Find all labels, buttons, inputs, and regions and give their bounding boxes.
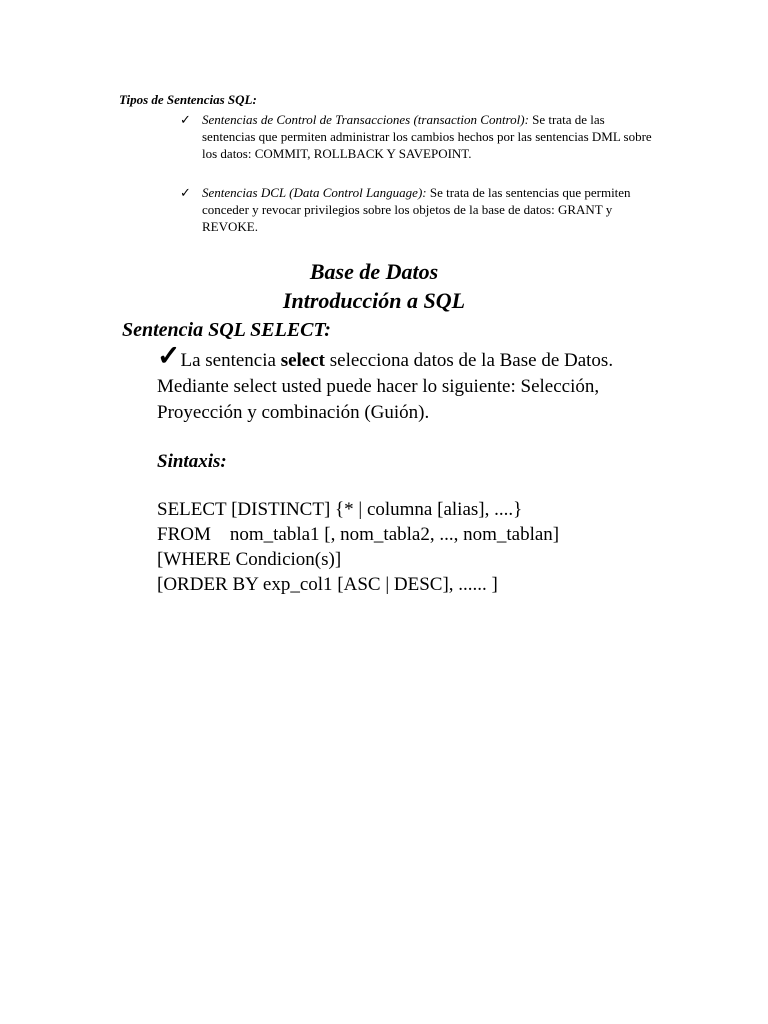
select-text-before: La sentencia <box>180 350 281 371</box>
syntax-line-order-by: [ORDER BY exp_col1 [ASC | DESC], ...... ] <box>157 574 498 595</box>
select-paragraph <box>157 341 657 426</box>
syntax-block <box>157 497 717 597</box>
syntax-line-where: [WHERE Condicion(s)] <box>157 549 342 570</box>
bullet-body: Se trata de las sentencias que permiten administrar los cambios hechos por las sentencias DML sobre los datos: COMMIT, ROLLBACK Y SAVEPOINT. <box>202 112 652 161</box>
bullet-lead: Sentencias DCL (Data Control Language): <box>202 185 427 200</box>
bullet-text <box>202 111 660 162</box>
select-heading: Sentencia SQL SELECT: <box>122 319 331 341</box>
page-title: Base de Datos <box>309 259 439 284</box>
bullet-item-transaction-control <box>180 111 660 162</box>
bullet-body: Se trata de las sentencias que permiten conceder y revocar privilegios sobre los objetos de la base de datos: GRANT y REVOKE. <box>202 185 631 234</box>
bullet-text <box>202 184 660 235</box>
syntax-line-from: FROM nom_tabla1 [, nom_tabla2, ..., nom_tablan] <box>157 524 560 545</box>
check-icon: ✓ <box>180 185 191 200</box>
page-subtitle: Introducción a SQL <box>282 288 466 313</box>
select-keyword: select <box>280 350 326 371</box>
bullet-lead: Sentencias de Control de Transacciones (transaction Control): <box>202 112 529 127</box>
bullet-item-dcl <box>180 184 660 235</box>
check-icon: ✓ <box>157 341 181 372</box>
syntax-heading: Sintaxis: <box>157 451 227 472</box>
section-heading-tipos: Tipos de Sentencias SQL: <box>119 92 257 107</box>
select-text-after: selecciona datos de la Base de Datos. Mediante select usted puede hacer lo siguiente: Selección, Proyección y combinación (Guión). <box>157 350 614 423</box>
syntax-line-select: SELECT [DISTINCT] {* | columna [alias], ....} <box>157 499 523 520</box>
check-icon: ✓ <box>180 112 191 127</box>
